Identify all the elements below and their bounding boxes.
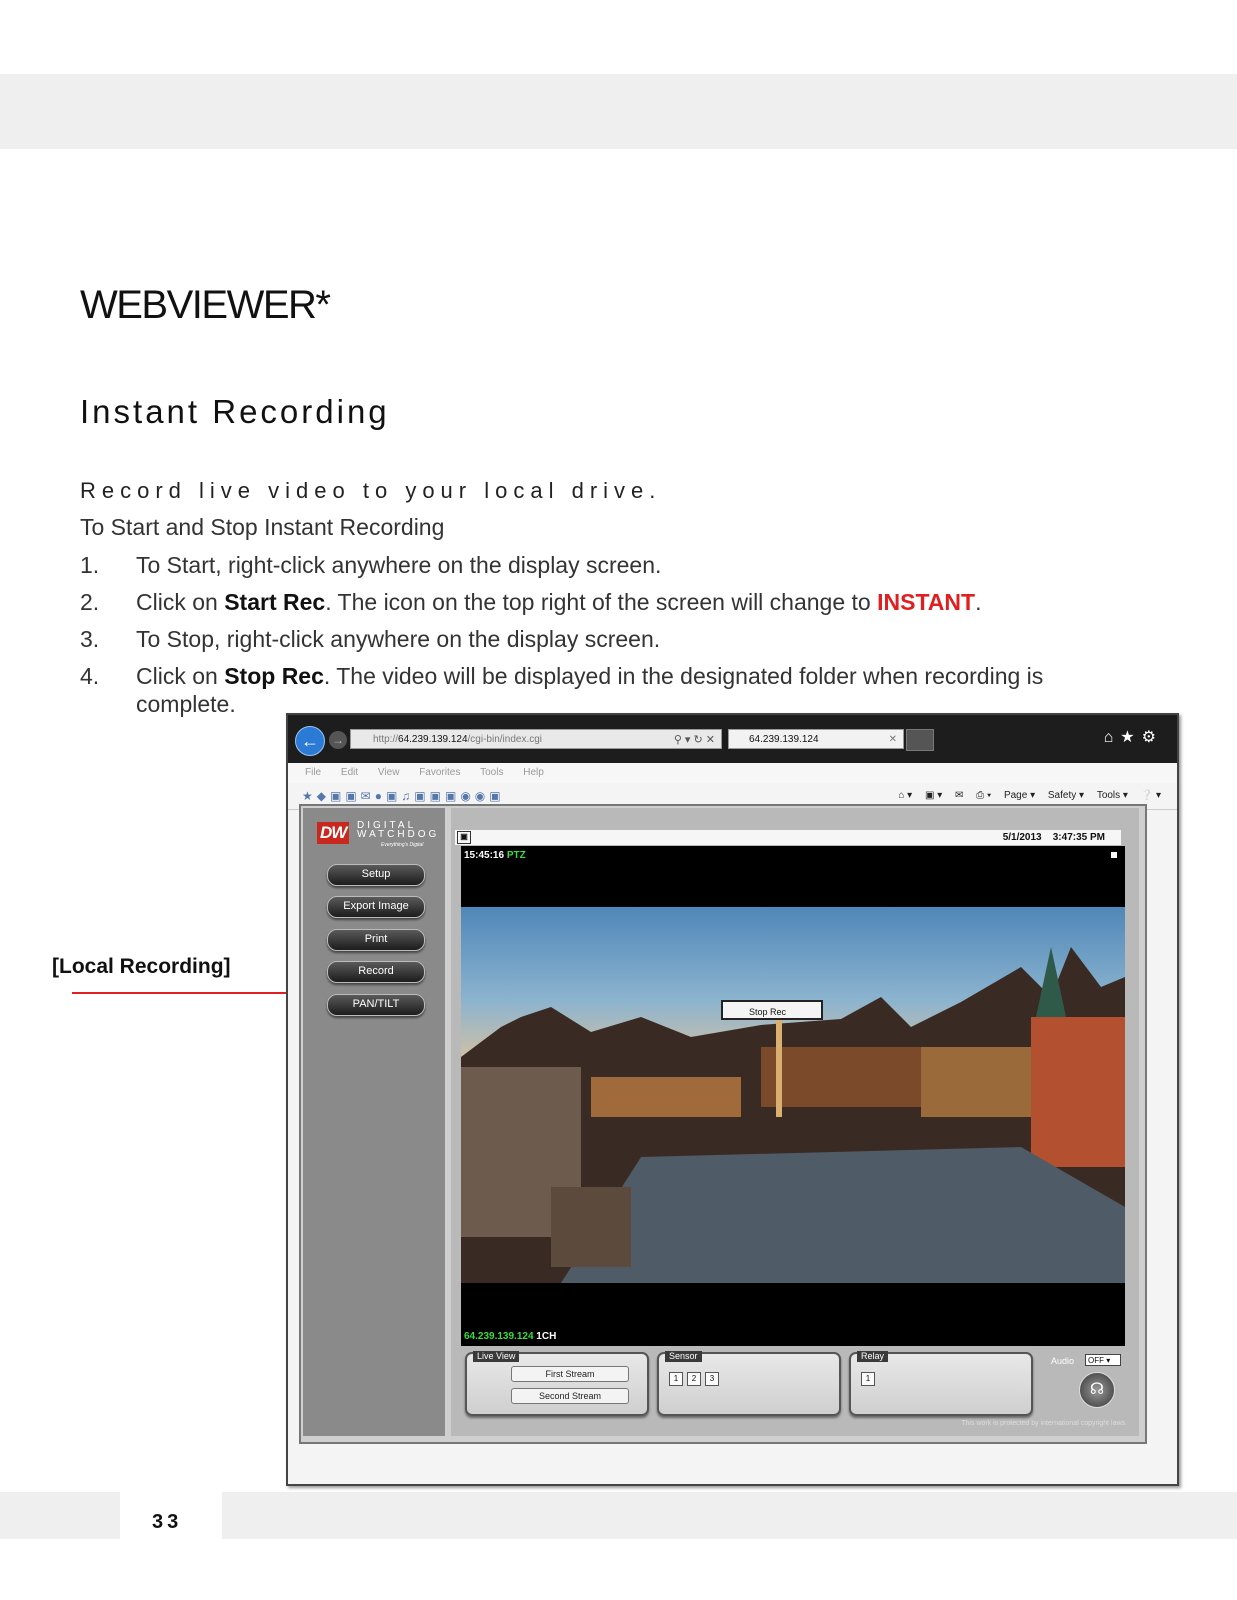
step-command: Stop Rec (224, 663, 324, 689)
fullscreen-icon[interactable]: ▣ (457, 831, 471, 844)
print-button[interactable]: Print (327, 929, 425, 951)
date-value: 5/1/2013 (1002, 832, 1042, 843)
home-icon[interactable]: ⌂ ▾ (898, 790, 913, 801)
instant-keyword: INSTANT (877, 589, 976, 615)
copyright-notice: This work is protected by international copyright laws. (961, 1420, 1127, 1427)
feeds-icon[interactable]: ▣ ▾ (924, 790, 943, 801)
osd-ip-value: 64.239.139.124 (464, 1331, 534, 1342)
sensor-3-button[interactable]: 3 (705, 1372, 719, 1386)
step-item (80, 662, 1140, 718)
relay-1-button[interactable]: 1 (861, 1372, 875, 1386)
step-number: 1. (80, 552, 100, 578)
intro-text: To Start and Stop Instant Recording (80, 514, 445, 540)
step-item (80, 588, 1140, 616)
sensor-panel (657, 1352, 841, 1416)
panel-title: Sensor (665, 1351, 702, 1362)
menu-file[interactable]: File (305, 767, 322, 778)
step-text-post: . The video will be displayed in the designated folder when recording is complete. (136, 663, 1044, 717)
city-scene (461, 907, 1125, 1283)
favorites-icons[interactable]: ★◆▣▣✉●▣♫▣▣▣◉◉▣ (302, 789, 505, 803)
video-display[interactable] (461, 846, 1125, 1346)
panel-title: Live View (473, 1351, 519, 1362)
osd-mode: PTZ (506, 850, 526, 861)
page-number: 33 (152, 1511, 183, 1533)
step-text-post: . (975, 589, 982, 615)
logo-line2: WATCHDOG (357, 829, 440, 840)
step-number: 4. (80, 663, 100, 689)
audio-value: OFF (1088, 1356, 1104, 1365)
menu-edit[interactable]: Edit (340, 767, 359, 778)
recording-indicator (1111, 852, 1117, 858)
back-arrow-icon[interactable]: ← (295, 726, 325, 756)
first-stream-button[interactable]: First Stream (511, 1366, 629, 1382)
menu-view[interactable]: View (377, 767, 400, 778)
osd-clock: 15:45:16 (464, 850, 505, 861)
step-text-pre: Click on (136, 589, 225, 615)
step-text-pre: Click on (136, 663, 225, 689)
date-time (1003, 830, 1105, 845)
steps-list (80, 551, 1140, 727)
forward-arrow-icon[interactable]: → (329, 731, 347, 749)
safety-menu[interactable]: Safety ▾ (1047, 790, 1085, 801)
mail-icon[interactable]: ✉ (955, 790, 964, 801)
logo-text (357, 821, 439, 839)
browser-tab[interactable] (728, 729, 904, 749)
menu-tools[interactable]: Tools (480, 767, 504, 778)
app-main (451, 808, 1139, 1436)
page-title: WEBVIEWER* (80, 283, 330, 327)
browser-titlebar (288, 715, 1177, 763)
step-item (80, 551, 1140, 579)
home-favorites-gear-icons[interactable]: ⌂★⚙ (1103, 729, 1163, 746)
audio-label: Audio (1051, 1356, 1075, 1366)
help-icon[interactable]: ❔ ▾ (1140, 790, 1161, 801)
step-text-mid: . The icon on the top right of the screen will change to (325, 589, 878, 615)
step-item (80, 625, 1140, 653)
tools-menu[interactable]: Tools ▾ (1096, 790, 1128, 801)
step-command: Start Rec (224, 589, 326, 615)
osd-time (464, 850, 526, 861)
video-header (455, 830, 1121, 845)
menu-bar (288, 763, 1177, 783)
section-title: Instant Recording (80, 393, 390, 430)
address-bar[interactable] (350, 729, 722, 749)
header-band (0, 74, 1237, 149)
section-tagline: Record live video to your local drive. (80, 478, 662, 503)
sensor-1-button[interactable]: 1 (669, 1372, 683, 1386)
url-host: 64.239.139.124 (398, 734, 468, 745)
footer-band-left (0, 1492, 120, 1539)
logo-slogan: Everything's Digital (381, 842, 424, 848)
relay-panel (849, 1352, 1033, 1416)
step-number: 3. (80, 626, 100, 652)
webviewer-app (299, 804, 1147, 1444)
export-image-button[interactable]: Export Image (327, 896, 425, 918)
panel-title: Relay (857, 1351, 888, 1362)
camera-image (461, 907, 1125, 1283)
headset-icon[interactable]: ☊ (1079, 1372, 1115, 1408)
step-number: 2. (80, 589, 100, 615)
second-stream-button[interactable]: Second Stream (511, 1388, 629, 1404)
logo-mark: DW (317, 822, 349, 844)
step-text: To Stop, right-click anywhere on the display screen. (136, 626, 661, 652)
context-menu-stop-rec[interactable]: Stop Rec (721, 1000, 823, 1020)
page-menu[interactable]: Page ▾ (1003, 790, 1036, 801)
new-tab-button[interactable] (906, 729, 934, 751)
local-recording-callout: [Local Recording] (52, 955, 231, 978)
address-search-icon[interactable]: ⚲ ▾ ↻ ✕ (673, 734, 715, 746)
close-icon[interactable]: ✕ (888, 734, 897, 745)
url-path: /cgi-bin/index.cgi (467, 734, 543, 745)
osd-channel: 1CH (536, 1331, 557, 1342)
record-button[interactable]: Record (327, 961, 425, 983)
pan-tilt-button[interactable]: PAN/TILT (327, 994, 425, 1016)
print-icon[interactable]: ⎙ ▾ (976, 790, 992, 801)
logo-line1: DIGITAL (357, 820, 417, 831)
step-text: To Start, right-click anywhere on the display screen. (136, 552, 662, 578)
digital-watchdog-logo (317, 820, 439, 850)
menu-favorites[interactable]: Favorites (419, 767, 461, 778)
tab-title: 64.239.139.124 (749, 734, 819, 745)
setup-button[interactable]: Setup (327, 864, 425, 886)
live-view-panel (465, 1352, 649, 1416)
menu-help[interactable]: Help (523, 767, 544, 778)
time-value: 3:47:35 PM (1052, 832, 1105, 843)
footer-band-right (222, 1492, 1237, 1539)
sensor-2-button[interactable]: 2 (687, 1372, 701, 1386)
osd-ip (464, 1331, 556, 1342)
app-sidebar (303, 808, 445, 1436)
audio-select[interactable]: OFF ▾ (1085, 1354, 1121, 1366)
url-scheme: http:// (373, 734, 399, 745)
webviewer-screenshot (286, 713, 1179, 1486)
